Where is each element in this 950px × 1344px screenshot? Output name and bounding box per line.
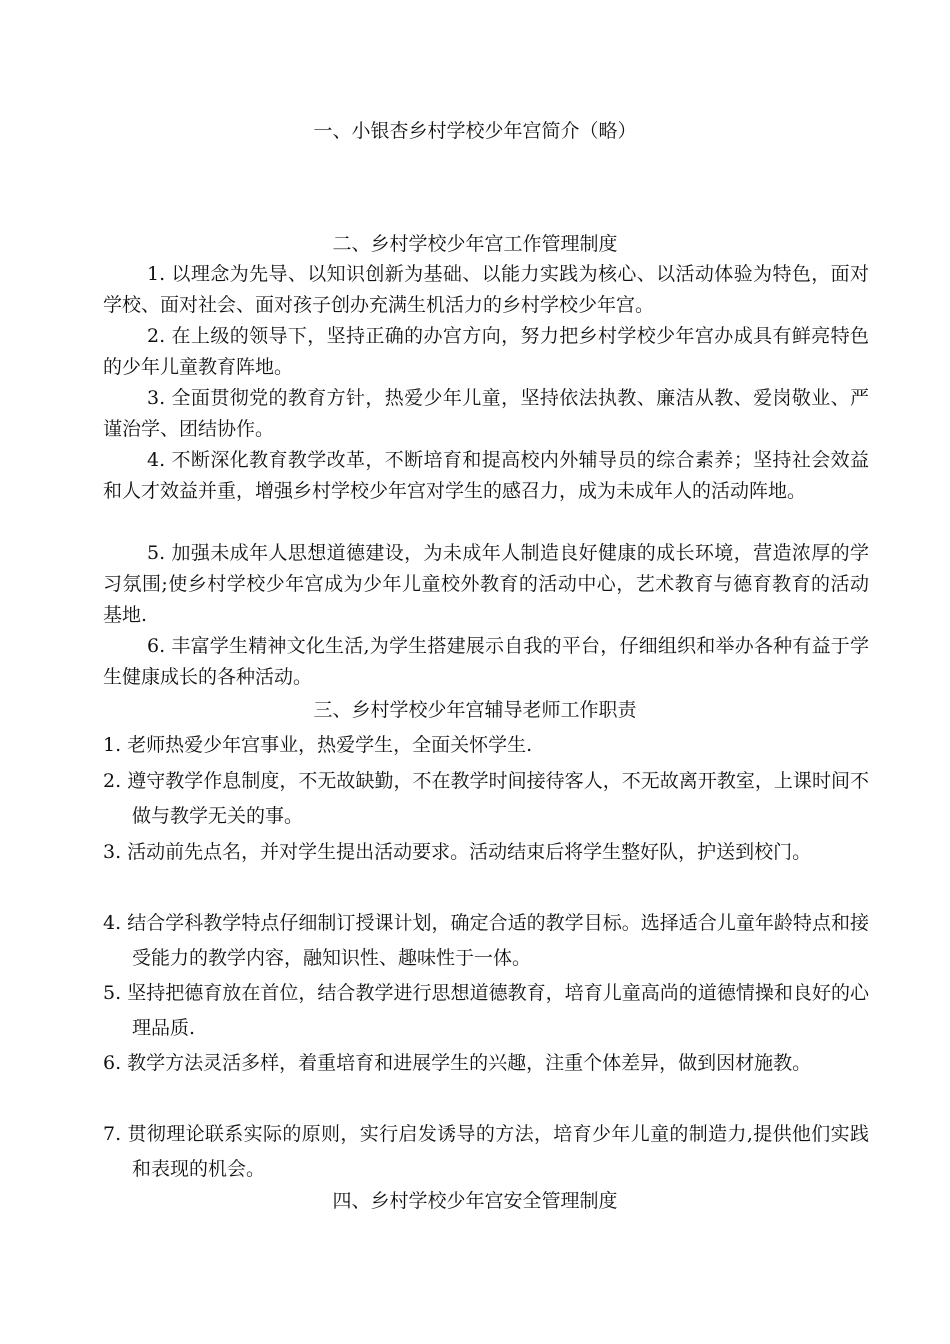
section-2-item-3: 3. 全面贯彻党的教育方针，热爱少年儿童，坚持依法执教、廉洁从教、爱岗敬业、严谨治学、团结协作。 (103, 387, 869, 440)
section-2-item-5: 5. 加强未成年人思想道德建设，为未成年人制造良好健康的成长环境，营造浓厚的学习氛围;使乡村学校少年宫成为少年儿童校外教育的活动中心，艺术教育与德育教育的活动基地. (103, 542, 869, 626)
section-3-title: 三、乡村学校少年宫辅导老师工作职责 (313, 699, 637, 721)
section-4-title: 四、乡村学校少年宫安全管理制度 (332, 1190, 618, 1212)
section-3-item-1: 1. 老师热爱少年宫事业，热爱学生，全面关怀学生. (103, 734, 533, 756)
section-3-item-2: 2. 遵守教学作息制度，不无故缺勤，不在教学时间接待客人，不无故离开教室，上课时间不做与教学无关的事。 (103, 770, 869, 827)
section-2-item-4: 4. 不断深化教育教学改革，不断培育和提高校内外辅导员的综合素养；坚持社会效益和人才效益并重，增强乡村学校少年宫对学生的感召力，成为未成年人的活动阵地。 (103, 449, 869, 502)
section-1-title: 一、小银杏乡村学校少年宫简介（略） (313, 120, 637, 142)
section-2-title: 二、乡村学校少年宫工作管理制度 (332, 233, 618, 255)
section-3-item-5: 5. 坚持把德育放在首位，结合教学进行思想道德教育，培育儿童高尚的道德情操和良好的心理品质. (103, 982, 869, 1039)
section-3-item-6: 6. 教学方法灵活多样，着重培育和进展学生的兴趣，注重个体差异，做到因材施教。 (103, 1052, 812, 1074)
section-2-item-2: 2. 在上级的领导下，坚持正确的办宫方向，努力把乡村学校少年宫办成具有鲜亮特色的少年儿童教育阵地。 (103, 325, 869, 378)
section-3-item-7: 7. 贯彻理论联系实际的原则，实行启发诱导的方法，培育少年儿童的制造力,提供他们实践和表现的机会。 (103, 1123, 869, 1180)
section-2-item-6: 6. 丰富学生精神文化生活,为学生搭建展示自我的平台，仔细组织和举办各种有益于学生健康成长的各种活动。 (103, 635, 869, 688)
section-3-item-3: 3. 活动前先点名，并对学生提出活动要求。活动结束后将学生整好队，护送到校门。 (103, 841, 812, 863)
section-2-item-1: 1. 以理念为先导、以知识创新为基础、以能力实践为核心、以活动体验为特色，面对学校、面对社会、面对孩子创办充满生机活力的乡村学校少年宫。 (103, 263, 869, 316)
section-3-item-4: 4. 结合学科教学特点仔细制订授课计划，确定合适的教学目标。选择适合儿童年龄特点和接受能力的教学内容，融知识性、趣味性于一体。 (103, 912, 869, 969)
